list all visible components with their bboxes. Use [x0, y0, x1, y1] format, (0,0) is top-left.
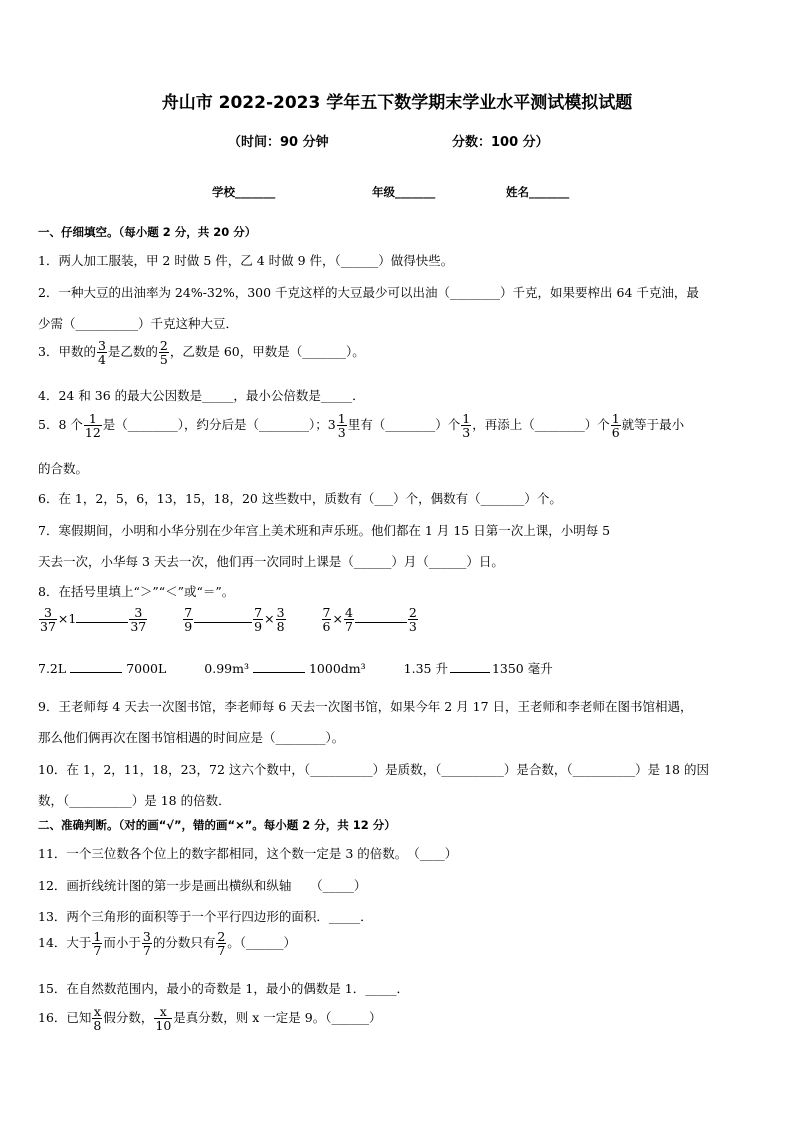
question-9-line2: 那么他们俩再次在图书馆相遇的时间应是（________）。 [38, 730, 345, 745]
question-3 [38, 339, 365, 366]
fraction: $\frac{3}{37}$ [40, 605, 56, 635]
question-4: 4．24 和 36 的最大公因数是_____，最小公倍数是_____． [38, 388, 365, 403]
question-10-line1: 10．在 1，2，11，18，23，72 这六个数中，（__________）是质数，（__________）是合数，（__________）是 18 的因 [38, 762, 709, 777]
fraction: $\frac{3}{4}$ [97, 338, 106, 368]
answer-blank[interactable] [253, 661, 305, 673]
fraction: $\frac{1}{6}$ [611, 411, 620, 441]
question-14: 14．大于 $\frac{1}{7}$ 而小于 $\frac{3}{7}$ 的分数只有 $\frac{2}{7}$ 。（______） [38, 929, 297, 959]
fraction: $\frac{7}{6}$ [322, 605, 331, 635]
question-7-line2: 天去一次，小华每 3 天去一次，他们再一次同时上课是（______）月（______）日。 [38, 554, 504, 569]
school-field: 学校_______ [212, 185, 276, 199]
question-10-line2: 数，（__________）是 18 的倍数． [38, 793, 231, 808]
exam-time: （时间：90 分钟 [228, 135, 329, 150]
question-text: ，乙数是 60，甲数是（_______）。 [169, 344, 365, 360]
fraction: $\frac{2}{7}$ [217, 929, 226, 959]
question-13: 13．两个三角形的面积等于一个平行四边形的面积．_____． [38, 909, 373, 924]
page-title: 舟山市 2022-2023 学年五下数学期末学业水平测试模拟试题 [161, 93, 633, 113]
fraction: $\frac{3}{8}$ [276, 605, 285, 635]
section-heading: 一、仔细填空。（每小题 2 分，共 20 分） [38, 225, 257, 239]
compare-row-1: $\frac{3}{37}$ ×1 $\frac{3}{37}$ $\frac{7}{9}$ $\frac{7}{9}$ × $\frac{3}{8}$ $\frac{7}{6}$ × $\frac{4}{7}$ $\frac{2}{3}$ [40, 605, 417, 635]
fraction: $\frac{1}{3}$ [462, 411, 471, 441]
question-16: 16．已知 $\frac{x}{8}$ 假分数， $\frac{x}{10}$ 是真分数，则 x 一定是 9。（______） [38, 1004, 382, 1034]
question-2-line1: 2．一种大豆的出油率为 24%-32%，300 千克这样的大豆最少可以出油（________）千克，如果要榨出 64 千克油，最 [38, 285, 699, 300]
fraction: $\frac{3}{37}$ [130, 605, 147, 635]
question-7-line1: 7．寒假期间，小明和小华分别在少年宫上美术班和声乐班。他们都在 1 月 15 日第一次上课，小明每 5 [38, 523, 611, 538]
question-6: 6．在 1，2，5，6，13，15，18，20 这些数中，质数有（___）个，偶数有（_______）个。 [38, 491, 562, 506]
answer-blank[interactable] [355, 611, 407, 623]
fraction: $\frac{7}{9}$ [254, 605, 263, 635]
answer-blank[interactable] [70, 661, 122, 673]
fraction: $\frac{1}{3}$ [337, 411, 346, 441]
question-11: 11．一个三位数各个位上的数字都相同，这个数一定是 3 的倍数。 （____） [38, 846, 458, 861]
exam-score: 分数：100 分） [452, 135, 549, 150]
fraction: $\frac{2}{5}$ [159, 338, 168, 368]
question-9-line1: 9．王老师每 4 天去一次图书馆，李老师每 6 天去一次图书馆，如果今年 2 月 17 日，王老师和李老师在图书馆相遇， [38, 699, 693, 714]
compare-row-2: 7.2L 7000L 0.99m³ 1000dm³ 1.35 升 1350 毫升 [38, 661, 553, 676]
fraction: $\frac{2}{3}$ [408, 605, 417, 635]
answer-blank[interactable] [194, 611, 252, 623]
fraction: $\frac{x}{10}$ [155, 1004, 172, 1034]
question-2-line2: 少需（__________）千克这种大豆． [38, 316, 239, 331]
fraction: $\frac{7}{9}$ [184, 605, 193, 635]
name-field: 姓名_______ [506, 185, 570, 199]
question-5: 5．8 个 $\frac{1}{12}$ 是（________），约分后是（________）；3 $\frac{1}{3}$ 里有（________）个 $\frac{1}{3}$ ，再添上（________）个 $\frac{1}{6}$ 就等于最小 [38, 411, 685, 441]
question-12: 12．画折线统计图的第一步是画出横纵和纵轴 （_____） [38, 878, 367, 893]
answer-blank[interactable] [450, 661, 490, 673]
question-text: 是乙数的 [107, 344, 158, 360]
question-1: 1．两人加工服装，甲 2 时做 5 件，乙 4 时做 9 件，（______）做得快些。 [38, 253, 454, 268]
fraction: $\frac{1}{12}$ [84, 411, 101, 441]
answer-blank[interactable] [76, 611, 128, 623]
section-heading: 二、准确判断。（对的画“√”，错的画“×”。每小题 2 分，共 12 分） [38, 818, 396, 832]
fraction: $\frac{4}{7}$ [344, 605, 353, 635]
fraction: $\frac{3}{7}$ [142, 929, 151, 959]
question-8: 8．在括号里填上“＞”“＜”或“＝”。 [38, 584, 235, 599]
question-15: 15．在自然数范围内，最小的奇数是 1，最小的偶数是 1．_____． [38, 981, 410, 996]
fraction: $\frac{x}{8}$ [93, 1004, 102, 1034]
grade-field: 年级_______ [372, 185, 436, 199]
fraction: $\frac{1}{7}$ [93, 929, 102, 959]
question-5-line2: 的合数。 [38, 461, 89, 476]
question-text: 3．甲数的 [38, 344, 96, 360]
